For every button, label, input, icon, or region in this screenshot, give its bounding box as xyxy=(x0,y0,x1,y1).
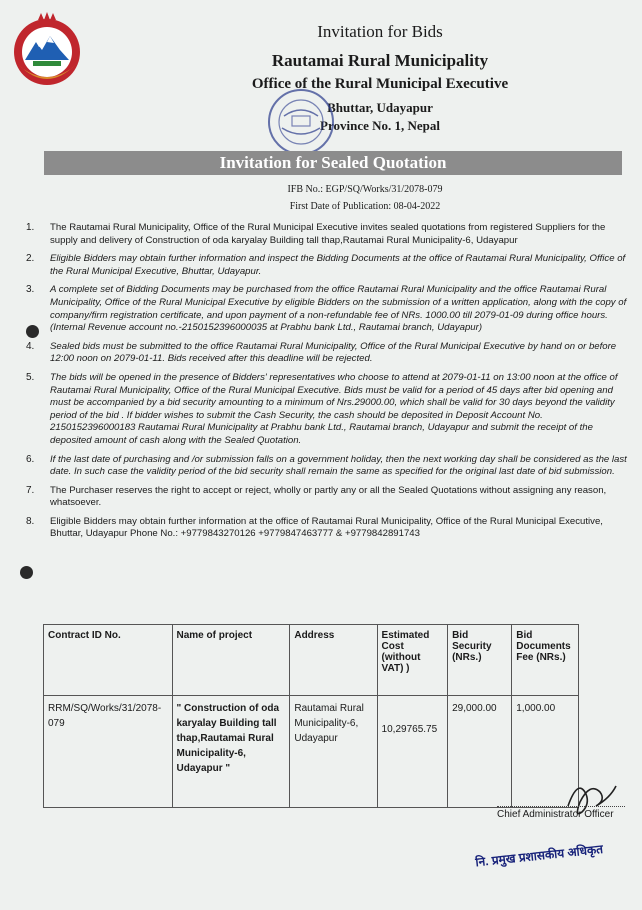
publication-date: First Date of Publication: 08-04-2022 xyxy=(289,201,441,212)
municipality-name: Rautamai Rural Municipality xyxy=(271,51,489,70)
clause-6: 6. If the last date of purchasing and /or submission falls on a government holiday, then the next working day shall be considered as the last date. In such case the validity period of the bid security shall remain the same as specified for the original last date of bid submission. xyxy=(26,454,630,479)
ifb-number: IFB No.: EGP/SQ/Works/31/2078-079 xyxy=(287,184,443,195)
table-header-row xyxy=(44,625,579,696)
clause-4: 4. Sealed bids must be submitted to the office Rautamai Rural Municipality, Office of the Rural Municipal Executive by hand on or before 12:00 noon on 2079-01-11. Bids received after this deadline will be rejected. xyxy=(26,341,630,366)
clause-7: 7. The Purchaser reserves the right to accept or reject, wholly or partly any or all the Sealed Quotations without assigning any reason, whatsoever. xyxy=(26,485,630,510)
clause-text: If the last date of purchasing and /or submission falls on a government holiday, then the next working day shall be considered as the last date. In such case the validity period of the bid security shall remain the same as specified for the original last date of bid submission. xyxy=(50,453,627,478)
clause-2: 2. Eligible Bidders may obtain further information and inspect the Bidding Documents at the office of Rautamai Rural Municipality, Office of the Rural Municipal Executive, Bhuttar, Udayapur. xyxy=(26,253,630,278)
province: Province No. 1, Nepal xyxy=(320,118,440,133)
clause-8: 8. Eligible Bidders may obtain further information at the office of Rautamai Rural Municipality, Office of the Rural Municipal Executive, Bhuttar, Udayapur Phone No.: +9779843270126 +9779847463777 & +9779842891743 xyxy=(26,516,630,541)
signatory-title: Chief Administrator Officer xyxy=(497,809,614,820)
punch-hole-icon xyxy=(26,325,39,338)
clause-text: A complete set of Bidding Documents may be purchased from the office Rautamai Rural Municipality and the office Rautamai Rural Municipality, Office of the Rural Municipal Executive by eligible Bidders on the submission of a written application, along with the copy of company/firm registration certificate, and upon payment of a non-refundable fee of NRs. 1000.00 till 2079-01-09 during office hours. (Internal Revenue account no.-2150152396000035 at Prabhu bank Ltd., Rautamai branch, Udayapur) xyxy=(50,284,627,334)
clause-5: 5. The bids will be opened in the presence of Bidders' representatives who choose to attend at 2079-01-11 on 13:00 noon at the office of Rautamai Rural Municipality, Office of the Rural Municipal Executive. Bids must be valid for a period of 45 days after bid opening and must be accompanied by a bid security amounting to a minimum of Nrs.29000.00, which shall be valid for 30 days beyond the validity period of the bid . If bidder wishes to submit the Cash Security, the cash should be deposited in Deposit Account No. 2150152396000183 Rautamai Rural Municipality at Prabhu bank Ltd., Rautamai branch, Udayapur and submit the receipt of the deposited amount of cash along with the Sealed Quotation. xyxy=(26,372,630,448)
header-title: Invitation for Bids xyxy=(317,22,443,41)
signature-line xyxy=(497,806,625,807)
banner-invitation: Invitation for Sealed Quotation xyxy=(44,151,622,175)
municipal-seal-stamp-icon xyxy=(262,86,340,158)
col-estimated-cost: Estimated Cost (without VAT) ) xyxy=(377,625,448,696)
clause-list xyxy=(26,222,630,547)
nepal-government-emblem-icon xyxy=(8,12,86,88)
col-contract-id: Contract ID No. xyxy=(44,625,173,696)
clause-3: 3. A complete set of Bidding Documents may be purchased from the office Rautamai Rural Municipality and the office Rautamai Rural Municipality, Office of the Rural Municipal Executive by eligible Bidders on the submission of a written application, along with the copy of company/firm registration certificate, and upon payment of a non-refundable fee of NRs. 1000.00 till 2079-01-09 during office hours. (Internal Revenue account no.-2150152396000035 at Prabhu bank Ltd., Rautamai branch, Udayapur) xyxy=(26,284,630,334)
col-doc-fee: Bid Documents Fee (NRs.) xyxy=(512,625,579,696)
office-name: Office of the Rural Municipal Executive xyxy=(251,76,509,92)
clause-text: The bids will be opened in the presence of Bidders' representatives who choose to attend at 2079-01-11 on 13:00 noon at the office of Rautamai Rural Municipality, Office of the Rural Municipal Executive. Bids must be valid for a period of 45 days after bid opening and must be accompanied by a bid security amounting to a minimum of Nrs.29000.00, which shall be valid for 30 days beyond the validity period of the bid . If bidder wishes to submit the Cash Security, the cash should be deposited in Deposit Account No. 2150152396000183 Rautamai Rural Municipality at Prabhu bank Ltd., Rautamai branch, Udayapur and submit the receipt of the deposited amount of cash along with the Sealed Quotation. xyxy=(50,371,618,446)
cell-security: 29,000.00 xyxy=(448,696,512,808)
col-project: Name of project xyxy=(172,625,290,696)
clause-text: Eligible Bidders may obtain further information and inspect the Bidding Documents at the office of Rautamai Rural Municipality, Office of the Rural Municipal Executive, Bhuttar, Udayapur. xyxy=(50,253,626,277)
clause-text: The Purchaser reserves the right to accept or reject, wholly or partly any or all the Sealed Quotations without assigning any reason, whatsoever. xyxy=(50,484,607,509)
table-row xyxy=(44,696,579,808)
clause-1: 1. The Rautamai Rural Municipality, Office of the Rural Municipal Executive invites sealed quotations from registered Suppliers for the supply and delivery of Construction of oda karyalay Building tall thap,Rautamai Rural Municipality-6, Udayapur xyxy=(26,222,630,247)
clause-text: Eligible Bidders may obtain further information at the office of Rautamai Rural Municipality, Office of the Rural Municipal Executive, Bhuttar, Udayapur Phone No.: +9779843270126 +9779847463777 & +9779842891743 xyxy=(50,515,603,540)
office-location: Bhuttar, Udayapur xyxy=(327,100,433,115)
cell-cost: 10,29765.75 xyxy=(377,696,448,808)
nepali-title-stamp: नि. प्रमुख प्रशासकीय अधिकृत xyxy=(474,842,604,870)
clause-text: Sealed bids must be submitted to the office Rautamai Rural Municipality, Office of the Rural Municipal Executive by hand on or before 12:00 noon on 2079-01-11. Bids received after this deadline will be rejected. xyxy=(50,340,617,365)
cell-fee: 1,000.00 xyxy=(512,696,579,808)
clause-text: The Rautamai Rural Municipality, Office of the Rural Municipal Executive invites sealed quotations from registered Suppliers for the supply and delivery of Construction of oda karyalay Building tall thap,Rautamai Rural Municipality-6, Udayapur xyxy=(50,222,606,246)
cell-address: Rautamai Rural Municipality-6, Udayapur xyxy=(290,696,377,808)
col-bid-security: Bid Security (NRs.) xyxy=(448,625,512,696)
bid-table xyxy=(43,624,579,808)
cell-project: " Construction of oda karyalay Building tall thap,Rautamai Rural Municipality-6, Udayapur " xyxy=(172,696,290,808)
col-address: Address xyxy=(290,625,377,696)
punch-hole-icon xyxy=(20,566,33,579)
cell-contract-id: RRM/SQ/Works/31/2078-079 xyxy=(44,696,173,808)
